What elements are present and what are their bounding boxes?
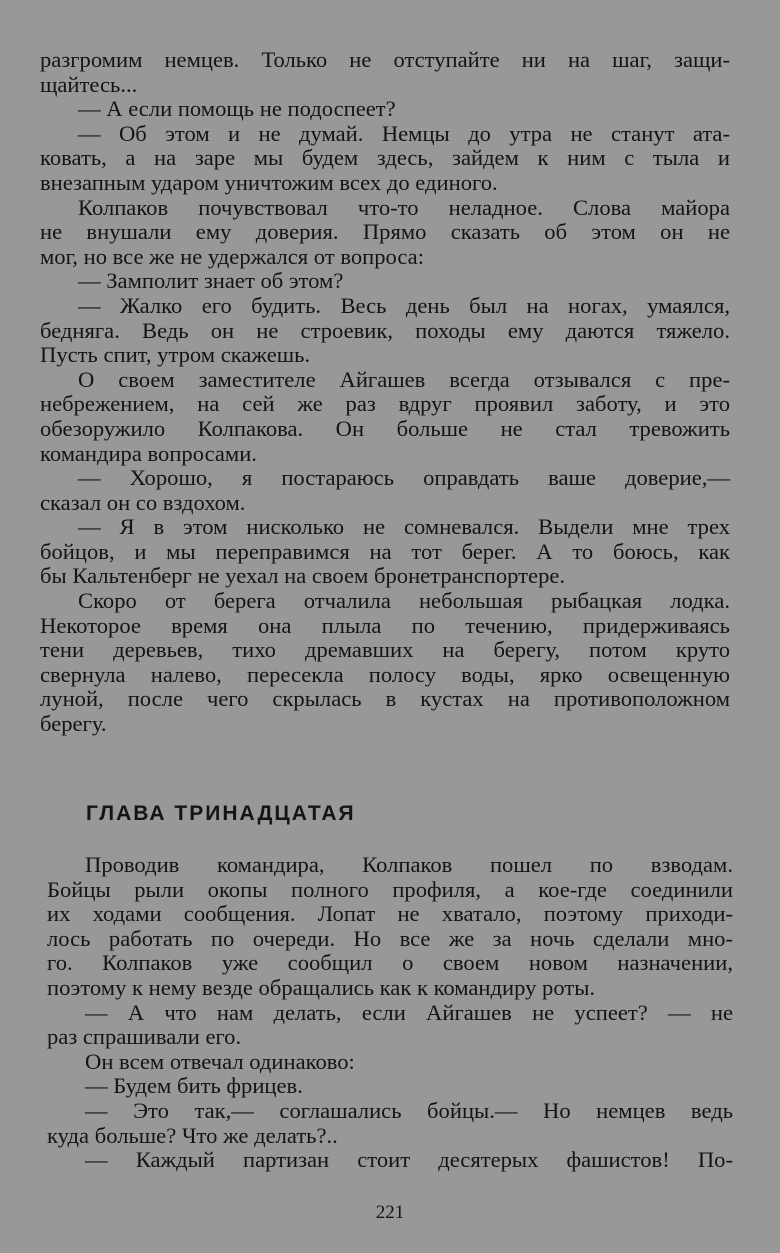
text-line: Бойцы рыли окопы полного профиля, а кое-где соединили <box>47 876 733 902</box>
text-line: — Будем бить фрицев. <box>85 1073 303 1099</box>
text-line: Пусть спит, утром скажешь. <box>40 342 311 368</box>
text-line: — Это так,— соглашались бойцы.— Но немцев ведь <box>85 1097 733 1123</box>
text-line: небрежением, на сей же раз вдруг проявил заботу, и это <box>40 391 730 417</box>
text-line: командира вопросами. <box>40 440 257 466</box>
text-line: Колпаков почувствовал что-то неладное. Слова майора <box>78 194 730 220</box>
text-line: — Об этом и не думай. Немцы до утра не станут ата- <box>78 120 730 146</box>
text-line: Проводив командира, Колпаков пошел по взводам. <box>85 852 733 877</box>
text-line: — Хорошо, я постараюсь оправдать ваше доверие,— <box>78 465 730 491</box>
text-line: свернула налево, пересекла полосу воды, ярко освещенную <box>40 661 730 687</box>
text-line: раз спрашивали его. <box>47 1024 242 1050</box>
text-line: Скоро от берега отчалила небольшая рыбацкая лодка. <box>78 588 730 614</box>
text-line: сказал он со вздохом. <box>40 489 246 515</box>
text-line: бойцов, и мы переправимся на тот берег. А то боюсь, как <box>40 538 730 564</box>
text-line: куда больше? Что же делать?.. <box>47 1122 338 1148</box>
body-text-bottom <box>47 853 733 1173</box>
text-line: — Я в этом нисколько не сомневался. Выдели мне трех <box>78 514 730 540</box>
text-line: го. Колпаков уже сообщил о своем новом назначении, <box>47 950 733 976</box>
text-line: тени деревьев, тихо дремавших на берегу, потом круто <box>40 637 730 663</box>
text-line: Он всем отвечал одинаково: <box>85 1048 355 1074</box>
text-line: щайтесь... <box>40 71 138 97</box>
page-number: 221 <box>375 1202 405 1223</box>
text-line: мог, но все же не удержался от вопроса: <box>40 243 424 269</box>
text-line: луной, после чего скрылась в кустах на противоположном <box>40 686 730 712</box>
text-line: — Жалко его будить. Весь день был на ногах, умаялся, <box>78 292 730 318</box>
text-line: — А если помощь не подоспеет? <box>78 96 396 122</box>
text-line: — Каждый партизан стоит десятерых фашистов! По- <box>85 1147 733 1173</box>
text-line: ковать, а на заре мы будем здесь, зайдем к ним с тыла и <box>40 145 730 171</box>
text-line: Некоторое время она плыла по течению, придерживаясь <box>40 612 730 638</box>
text-line: внезапным ударом уничтожим всех до единого. <box>40 169 498 195</box>
text-line: бедняга. Ведь он не строевик, походы ему даются тяжело. <box>40 317 730 343</box>
text-line: — А что нам делать, если Айгашев не успеет? — не <box>85 999 733 1025</box>
body-text-top <box>40 48 730 737</box>
text-line: обезоружило Колпакова. Он больше не стал тревожить <box>40 415 730 441</box>
chapter-title: ГЛАВА ТРИНАДЦАТАЯ <box>86 802 356 825</box>
text-line: поэтому к нему везде обращались как к командиру роты. <box>47 974 596 1000</box>
text-line: лось работать по очереди. Но все же за ночь сделали мно- <box>47 925 733 951</box>
text-line: — Замполит знает об этом? <box>78 268 344 294</box>
text-line: их ходами сообщения. Лопат не хватало, поэтому приходи- <box>47 901 733 927</box>
text-line: О своем заместителе Айгашев всегда отзывался с пре- <box>78 366 730 392</box>
text-line: разгромим немцев. Только не отступайте ни на шаг, защи- <box>40 47 730 72</box>
text-line: не внушали ему доверия. Прямо сказать об этом он не <box>40 219 730 245</box>
text-line: берегу. <box>40 711 107 737</box>
text-line: бы Кальтенберг не уехал на своем бронетранспортере. <box>40 563 566 589</box>
